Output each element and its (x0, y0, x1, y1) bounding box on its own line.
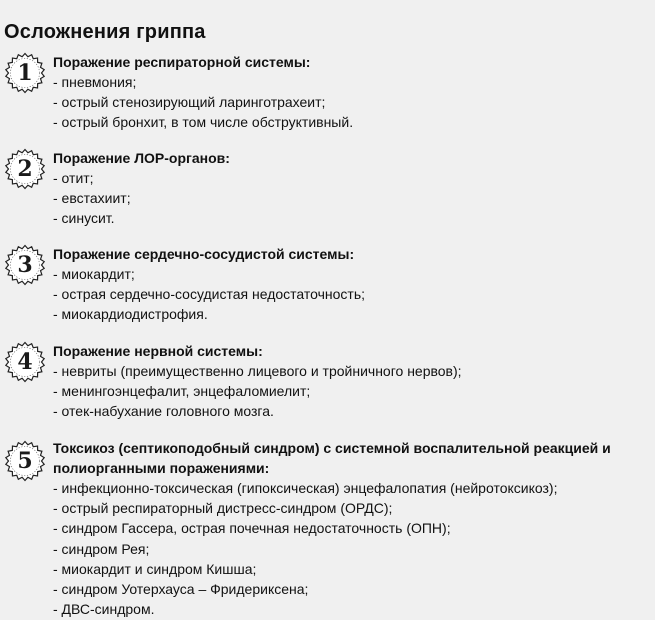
list-item: - инфекционно-токсическая (гипоксическая) энцефалопатия (нейротоксикоз); (53, 480, 558, 496)
list-item: - отит; (53, 170, 94, 186)
list-item: - евстахиит; (53, 190, 131, 207)
number-badge-3 (4, 244, 46, 286)
list-item: - отек-набухание головного мозга. (53, 403, 274, 420)
badge-number: 2 (17, 156, 33, 182)
number-badge-5 (4, 440, 46, 482)
section-heading-line-1: Токсикоз (септикоподобный синдром) с системной воспалительной реакцией и (53, 440, 611, 456)
section-heading-line-2: полиорганными поражениями: (53, 460, 270, 476)
list-item: - синусит. (53, 210, 115, 227)
badge-number: 5 (17, 448, 33, 474)
section-heading: Поражение нервной системы: (53, 343, 263, 359)
list-item: - невриты (преимущественно лицевого и тройничного нервов); (53, 363, 462, 379)
badge-number: 4 (17, 349, 33, 375)
list-item: - менингоэнцефалит, энцефаломиелит; (53, 383, 311, 400)
list-item: - острый респираторный дистресс-синдром (ОРДС); (53, 500, 393, 517)
list-item: - острый стенозирующий ларинготрахеит; (53, 94, 326, 111)
list-item: - синдром Рея; (53, 540, 150, 557)
badge-number: 1 (17, 60, 33, 86)
section-heading: Поражение респираторной системы: (53, 54, 311, 70)
list-item: - ДВС-синдром. (53, 601, 155, 618)
list-item: - пневмония; (53, 74, 137, 90)
number-badge-1 (4, 52, 46, 94)
list-item: - острая сердечно-сосудистая недостаточность; (53, 286, 366, 303)
number-badge-2 (4, 148, 46, 190)
list-item: - острый бронхит, в том числе обструктивный. (53, 114, 354, 131)
list-item: - синдром Уотерхауса – Фридериксена; (53, 581, 309, 598)
section-heading: Поражение ЛОР-органов: (53, 150, 230, 166)
list-item: - миокардит; (53, 266, 135, 282)
list-item: - миокардиодистрофия. (53, 306, 208, 323)
number-badge-4 (4, 341, 46, 383)
badge-number: 3 (17, 252, 33, 278)
list-item: - миокардит и синдром Кишша; (53, 560, 257, 577)
page-title: Осложнения гриппа (4, 21, 206, 43)
list-item: - синдром Гассера, острая почечная недостаточность (ОПН); (53, 520, 451, 537)
section-heading: Поражение сердечно-сосудистой системы: (53, 246, 355, 262)
